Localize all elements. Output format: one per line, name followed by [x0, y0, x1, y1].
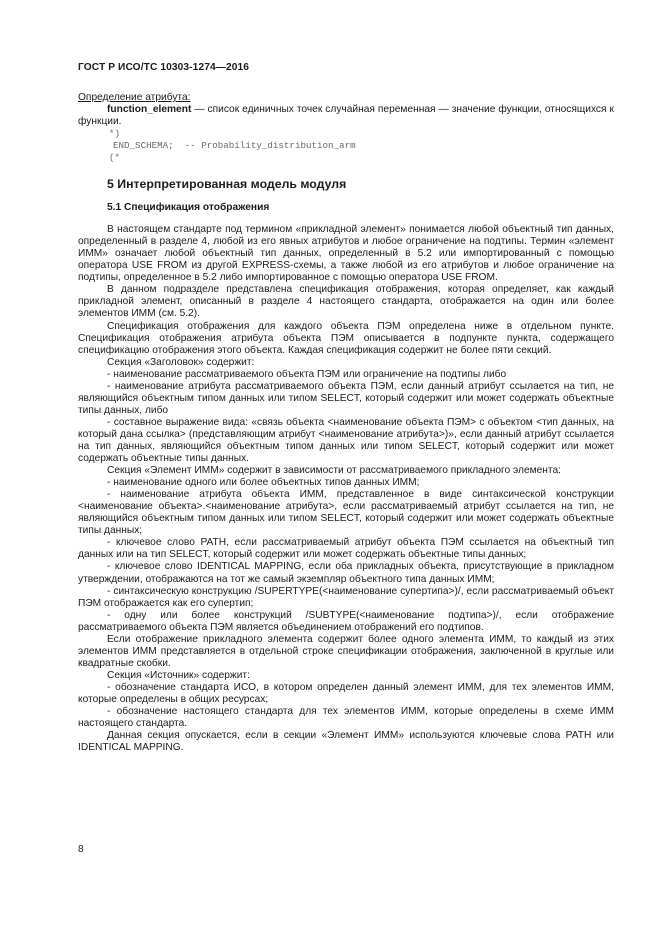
- page-content: [78, 92, 614, 754]
- list-item: - наименование атрибута рассматриваемого объекта ПЭМ, если данный атрибут ссылается на тип, не являющийся объектным типом данных или типом SELECT, который содержит или может содержать объектные типы данных, либо: [78, 380, 614, 416]
- paragraph: Спецификация отображения для каждого объекта ПЭМ определена ниже в отдельном пункте. Спецификация отображения атрибута объекта ПЭМ описывается в подпункте пункта, содержащего спецификацию отображения этого объекта. Каждая спецификация содержит не более пяти секций.: [78, 320, 614, 356]
- list-item: - обозначение стандарта ИСО, в котором определен данный элемент ИММ, для тех элементов ИММ, которые определены в общих ресурсах;: [78, 681, 614, 705]
- paragraph: В данном подразделе представлена спецификация отображения, которая определяет, как каждый прикладной элемент, описанный в разделе 4 настоящего стандарта, отображается на один или более элементов ИММ (см. 5.2).: [78, 284, 614, 320]
- list-item: - одну или более конструкций /SUBTYPE(<наименование подтипа>)/, если отображение рассматриваемого объекта ПЭМ является объединением отображений его подтипов.: [78, 609, 614, 633]
- standard-header: ГОСТ Р ИСО/ТС 10303-1274—2016: [78, 62, 250, 73]
- list-item: - наименование одного или более объектных типов данных ИММ;: [107, 477, 420, 489]
- paragraph: Если отображение прикладного элемента содержит более одного элемента ИММ, то каждый из этих элементов ИММ представляется в отдельной строке спецификации отображения, заключенной в круглые или квадратные скобки.: [78, 633, 614, 669]
- definition-text: — список единичных точек случайная переменная — значение функции, относящихся к функции.: [78, 104, 614, 128]
- paragraph: В настоящем стандарте под термином «прикладной элемент» понимается любой объектный тип данных, определенный в разделе 4, любой из его явных атрибутов и любое ограничение на подтипы. Термин «элемент ИММ» означает любой объектный тип данных, определенный в 5.2 или импортированный с помощью оператора USE FROM из другой EXPRESS-схемы, а также любой из его атрибутов и любое ограничение на подтипы, определенное в 5.2 либо импортированное с помощью оператора USE FROM.: [78, 224, 614, 284]
- page-number: 8: [78, 844, 84, 855]
- list-item: - наименование рассматриваемого объекта ПЭМ или ограничение на подтипы либо: [107, 368, 507, 380]
- subsection-title: 5.1 Спецификация отображения: [107, 202, 270, 214]
- list-item: - обозначение настоящего стандарта для тех элементов ИММ, которые определены в схеме ИММ настоящего стандарта.: [78, 706, 614, 730]
- definition-body: [78, 104, 614, 128]
- code-line: (*: [109, 152, 121, 164]
- section-title: 5 Интерпретированная модель модуля: [107, 177, 347, 192]
- code-line: *): [109, 128, 121, 140]
- paragraph: Секция «Заголовок» содержит:: [107, 356, 255, 368]
- list-item: - ключевое слово IDENTICAL MAPPING, если оба прикладных объекта, присутствующие в прикладном утверждении, отображаются на тот же самый экземпляр объектного типа данных ИММ;: [78, 561, 614, 585]
- list-item: - ключевое слово PATH, если рассматриваемый атрибут объекта ПЭМ ссылается на объектный тип данных или на тип SELECT, который содержит или может содержать объектные типы данных;: [78, 537, 614, 561]
- list-item: - наименование атрибута объекта ИММ, представленное в виде синтаксической конструкции <наименование объекта>.<наименование атрибута>, если рассматриваемый атрибут ссылается на тип, не являющийся объектным типом данных или типом SELECT, который содержит или может содержать объектные типы данных;: [78, 489, 614, 537]
- code-line: END_SCHEMA; -- Probability_distribution_arm: [113, 140, 356, 152]
- paragraph: Данная секция опускается, если в секции «Элемент ИММ» используются ключевые слова PATH или IDENTICAL MAPPING.: [78, 730, 614, 754]
- definition-heading: Определение атрибута:: [78, 92, 191, 103]
- definition-term: function_element: [107, 104, 192, 116]
- paragraph: Секция «Элемент ИММ» содержит в зависимости от рассматриваемого прикладного элемента:: [107, 465, 561, 477]
- list-item: - синтаксическую конструкцию /SUPERTYPE(<наименование супертипа>)/, если рассматриваемый объект ПЭМ отображается как его супертип;: [78, 585, 614, 609]
- list-item: - составное выражение вида: «связь объекта <наименование объекта ПЭМ> с объектом <тип данных, на который дана ссылка> (представляющим атрибут <наименование атрибута>)», если данный атрибут ссылается на тип данных, являющийся объектным типом данных или типом SELECT, который содержит или может содержать объектные типы данных.: [78, 416, 614, 465]
- paragraph: Секция «Источник» содержит:: [107, 669, 250, 681]
